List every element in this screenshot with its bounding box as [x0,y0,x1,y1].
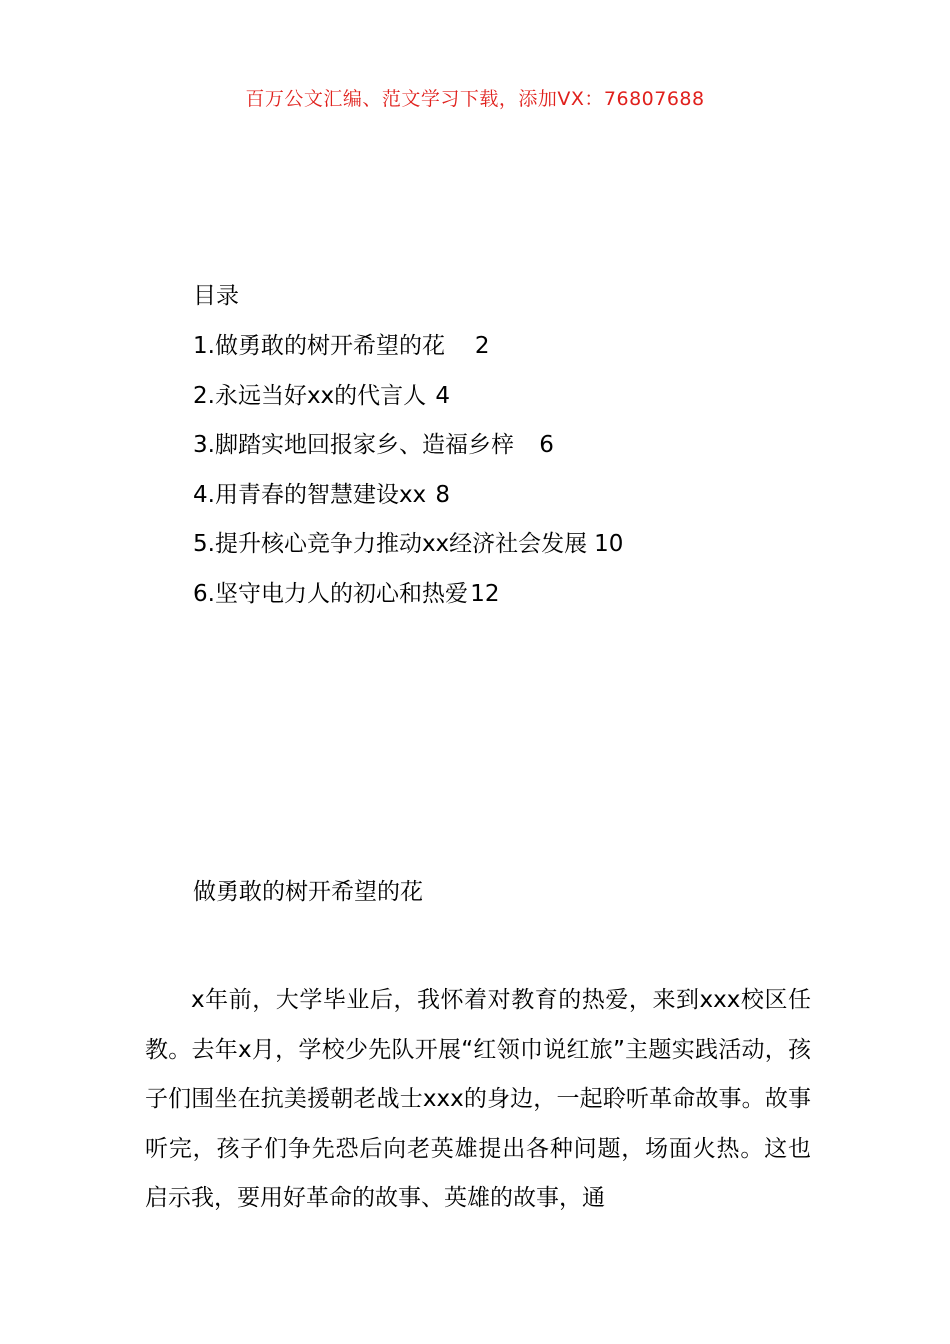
toc-item-page: 2 [474,333,490,359]
toc-item-label: 5.提升核心竞争力推动xx经济社会发展 [193,531,588,557]
toc-item-page: 12 [470,580,500,607]
toc-item [193,578,813,610]
toc-item-label: 6.坚守电力人的初心和热爱 [193,580,468,607]
body-paragraph: x年前，大学毕业后，我怀着对教育的热爱，来到xxx校区任教。去年x月，学校少先队开展“红领巾说红旅”主题实践活动，孩子们围坐在抗美援朝老战士xxx的身边，一起聆听革命故事。故事听完，孩子们争先恐后向老英雄提出各种问题，场面火热。这也启示我，要用好革命的故事、英雄的故事，通 [145,987,811,1211]
toc-item [193,479,813,511]
toc-item [193,330,813,362]
toc-item-label: 2.永远当好xx的代言人 [193,382,427,409]
toc-item-page: 10 [594,531,624,557]
toc-item-page: 8 [435,481,450,508]
toc-item-label: 4.用青春的智慧建设xx [193,481,427,508]
toc-item-page: 6 [539,432,554,458]
toc-item-page: 4 [435,382,450,409]
toc-item-label: 3.脚踏实地回报家乡、造福乡梓 [193,432,514,458]
toc-title: 目录 [193,283,239,309]
toc-item [193,429,813,461]
section-title: 做勇敢的树开希望的花 [193,879,423,905]
toc-item [193,528,813,560]
table-of-contents [193,280,813,627]
header-watermark-note: 百万公文汇编、范文学习下载，添加VX：76807688 [245,88,705,110]
toc-item-label: 1.做勇敢的树开希望的花 [193,333,445,359]
toc-item [193,380,813,412]
